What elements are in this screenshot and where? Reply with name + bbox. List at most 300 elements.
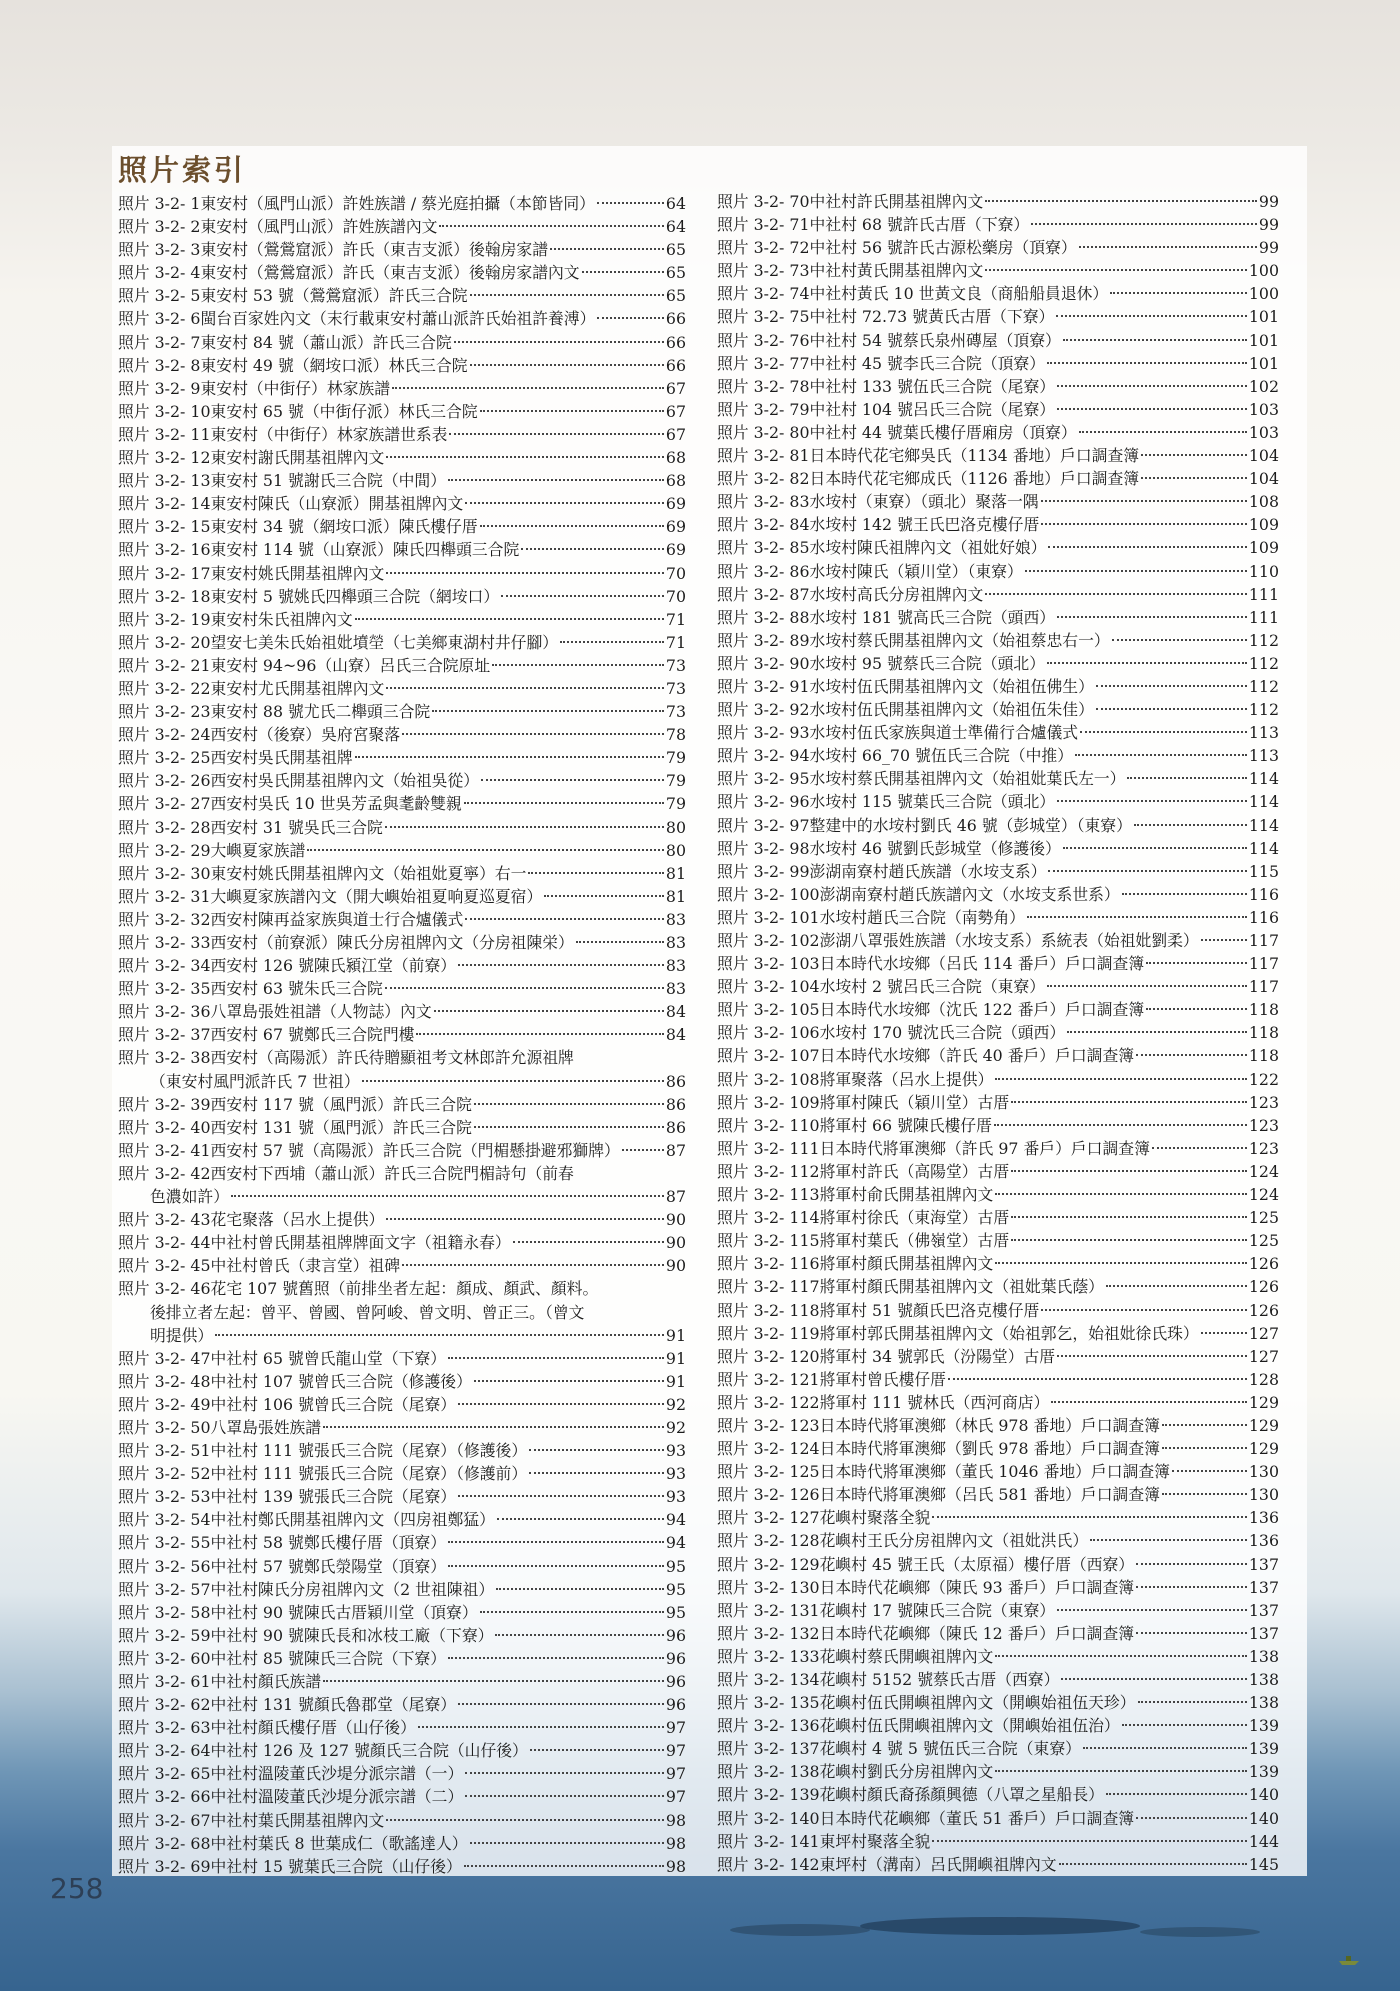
entry-title: 明提供） bbox=[150, 1325, 214, 1345]
dot-leader bbox=[465, 918, 664, 920]
entry-page-number: 71 bbox=[665, 609, 686, 629]
index-entry bbox=[118, 261, 686, 284]
dot-leader bbox=[1136, 1632, 1247, 1634]
dot-leader bbox=[474, 1380, 664, 1382]
index-entry bbox=[717, 883, 1279, 906]
dot-leader bbox=[1122, 1724, 1247, 1726]
index-entry bbox=[118, 977, 686, 1000]
entry-title: 東坪村聚落全貌 bbox=[819, 1831, 931, 1851]
entry-title: 東安村陳氏（山寮派）開基祖牌內文 bbox=[210, 494, 464, 514]
entry-page-number: 112 bbox=[1248, 676, 1279, 696]
dot-leader bbox=[495, 1634, 663, 1636]
boat-decoration bbox=[1338, 1955, 1360, 1965]
entry-title: （東安村風門派許氏 7 世祖） bbox=[150, 1071, 360, 1091]
entry-number: 照片 3-2- 120 bbox=[717, 1346, 820, 1366]
entry-number: 照片 3-2- 23 bbox=[118, 702, 211, 722]
dot-leader bbox=[432, 710, 664, 712]
entry-page-number: 64 bbox=[665, 194, 686, 213]
entry-title: 日本時代花嶼鄉（董氏 51 番戶）戶口調查簿 bbox=[819, 1808, 1135, 1828]
entry-page-number: 86 bbox=[665, 1071, 686, 1091]
dot-leader bbox=[1106, 1285, 1247, 1287]
entry-title: 西安村吳氏 10 世吳芳孟與耄齡雙親 bbox=[210, 794, 462, 814]
entry-title: 將軍村徐氏（東海堂）古厝 bbox=[819, 1208, 1010, 1228]
entry-title: 水垵村 142 號王氏巴洛克樓仔厝 bbox=[809, 515, 1040, 535]
index-entry bbox=[717, 1645, 1279, 1668]
entry-title: 後排立者左起：曾平、曾國、曾阿峻、曾文明、曾正三。（曾文 bbox=[150, 1302, 585, 1322]
entry-page-number: 137 bbox=[1248, 1600, 1279, 1620]
dot-leader bbox=[386, 1218, 664, 1220]
entry-title: 東安村 88 號尤氏二櫸頭三合院 bbox=[210, 702, 431, 722]
entry-number: 照片 3-2- 71 bbox=[717, 215, 810, 235]
entry-title: 中社村 111 號張氏三合院（尾寮）（修護前） bbox=[210, 1464, 528, 1484]
dot-leader bbox=[458, 1495, 664, 1497]
dot-leader bbox=[402, 1264, 664, 1266]
entry-page-number: 117 bbox=[1248, 977, 1279, 997]
entry-title: 中社村黃氏 10 世黃文良（商船船員退休） bbox=[809, 284, 1109, 304]
entry-page-number: 137 bbox=[1248, 1577, 1279, 1597]
index-entry bbox=[717, 1760, 1279, 1783]
entry-page-number: 80 bbox=[665, 817, 686, 837]
entry-title: 將軍村郭氏開基祖牌內文（始祖郭乞，始祖妣徐氏珠） bbox=[819, 1323, 1199, 1343]
entry-number: 照片 3-2- 82 bbox=[717, 469, 810, 489]
entry-page-number: 68 bbox=[665, 448, 686, 468]
entry-page-number: 73 bbox=[665, 702, 686, 722]
entry-number: 照片 3-2- 122 bbox=[717, 1392, 820, 1412]
dot-leader bbox=[323, 1680, 664, 1682]
entry-title: 花宅聚落（呂水上提供） bbox=[210, 1210, 385, 1230]
entry-number: 照片 3-2- 137 bbox=[717, 1739, 820, 1759]
index-entry bbox=[118, 1231, 686, 1254]
dot-leader bbox=[1136, 1817, 1247, 1819]
dot-leader bbox=[1138, 1701, 1247, 1703]
entry-page-number: 130 bbox=[1248, 1462, 1279, 1482]
entry-page-number: 71 bbox=[665, 632, 686, 652]
entry-title: 中社村鄭氏開基祖牌內文（四房祖鄭猛） bbox=[210, 1510, 495, 1530]
dot-leader bbox=[323, 1426, 664, 1428]
index-entry bbox=[717, 1299, 1279, 1322]
entry-page-number: 101 bbox=[1248, 353, 1279, 373]
index-entry bbox=[717, 213, 1279, 236]
entry-title: 水垵村伍氏開基祖牌內文（始祖伍佛生） bbox=[809, 676, 1094, 696]
entry-page-number: 128 bbox=[1248, 1369, 1279, 1389]
dot-leader bbox=[530, 1749, 664, 1751]
entry-number: 照片 3-2- 80 bbox=[717, 422, 810, 442]
entry-page-number: 97 bbox=[665, 1787, 686, 1807]
entry-title: 整建中的水垵村劉氏 46 號（彭城堂）（東寮） bbox=[809, 815, 1132, 835]
entry-number: 照片 3-2- 99 bbox=[717, 861, 810, 881]
entry-page-number: 73 bbox=[665, 678, 686, 698]
index-entry bbox=[717, 444, 1279, 467]
entry-number: 照片 3-2- 121 bbox=[717, 1369, 820, 1389]
dot-leader bbox=[392, 387, 664, 389]
entry-title: 西安村 126 號陳氏潁江堂（前寮） bbox=[210, 956, 457, 976]
page-title: 照片索引 bbox=[118, 153, 247, 187]
index-entry bbox=[118, 1046, 686, 1092]
entry-title: 中社村曾氏（隶言堂）祖碑 bbox=[210, 1256, 401, 1276]
entry-page-number: 86 bbox=[665, 1094, 686, 1114]
entry-number: 照片 3-2- 65 bbox=[118, 1764, 211, 1784]
entry-page-number: 83 bbox=[665, 933, 686, 952]
entry-number: 照片 3-2- 47 bbox=[118, 1348, 211, 1368]
index-entry bbox=[118, 1439, 686, 1462]
dot-leader bbox=[1057, 1355, 1247, 1357]
index-entry bbox=[717, 490, 1279, 513]
entry-page-number: 101 bbox=[1248, 307, 1279, 327]
entry-title: 日本時代水垵鄉（許氏 40 番戶）戶口調查簿 bbox=[819, 1046, 1135, 1066]
entry-number: 照片 3-2- 48 bbox=[118, 1371, 211, 1391]
entry-title: 東安村（風門山派）許姓族譜內文 bbox=[200, 217, 438, 237]
index-entry bbox=[118, 1370, 686, 1393]
entry-page-number: 124 bbox=[1248, 1185, 1279, 1205]
index-entry bbox=[118, 215, 686, 238]
dot-leader bbox=[994, 1124, 1247, 1126]
entry-page-number: 140 bbox=[1248, 1808, 1279, 1828]
entry-title: 花嶼村 4 號 5 號伍氏三合院（東寮） bbox=[819, 1739, 1081, 1759]
entry-page-number: 92 bbox=[665, 1417, 686, 1437]
entry-number: 照片 3-2- 27 bbox=[118, 794, 211, 814]
entry-page-number: 113 bbox=[1248, 746, 1279, 766]
entry-number: 照片 3-2- 78 bbox=[717, 376, 810, 396]
entry-number: 照片 3-2- 128 bbox=[717, 1531, 820, 1551]
dot-leader bbox=[385, 826, 664, 828]
dot-leader bbox=[597, 317, 663, 319]
entry-number: 照片 3-2- 2 bbox=[118, 217, 201, 237]
entry-number: 照片 3-2- 14 bbox=[118, 494, 211, 514]
entry-number: 照片 3-2- 83 bbox=[717, 492, 810, 512]
entry-page-number: 95 bbox=[665, 1579, 686, 1599]
entry-number: 照片 3-2- 88 bbox=[717, 607, 810, 627]
entry-page-number: 124 bbox=[1248, 1161, 1279, 1181]
entry-title: 日本時代花嶼鄉（陳氏 93 番戶）戶口調查簿 bbox=[819, 1577, 1135, 1597]
index-entry bbox=[717, 744, 1279, 767]
entry-page-number: 80 bbox=[665, 840, 686, 860]
index-entry bbox=[717, 560, 1279, 583]
entry-number: 照片 3-2- 130 bbox=[717, 1577, 820, 1597]
dot-leader bbox=[1162, 1493, 1247, 1495]
dot-leader bbox=[1106, 1793, 1247, 1795]
entry-number: 照片 3-2- 125 bbox=[717, 1462, 820, 1482]
entry-page-number: 116 bbox=[1248, 884, 1279, 904]
entry-page-number: 93 bbox=[665, 1464, 686, 1484]
dot-leader bbox=[464, 1865, 664, 1867]
index-entry bbox=[717, 1322, 1279, 1345]
dot-leader bbox=[622, 1149, 664, 1151]
dot-leader bbox=[1067, 1031, 1247, 1033]
dot-leader bbox=[458, 964, 664, 966]
entry-page-number: 98 bbox=[665, 1856, 686, 1876]
entry-title: 中社村 58 號鄭氏樓仔厝（頂寮） bbox=[210, 1533, 447, 1553]
entry-number: 照片 3-2- 3 bbox=[118, 240, 201, 260]
entry-page-number: 137 bbox=[1248, 1554, 1279, 1574]
index-entry bbox=[717, 652, 1279, 675]
entry-page-number: 99 bbox=[1258, 215, 1279, 235]
entry-number: 照片 3-2- 139 bbox=[717, 1785, 820, 1805]
entry-page-number: 100 bbox=[1248, 284, 1279, 304]
entry-title: 大嶼夏家族譜 bbox=[210, 840, 306, 860]
entry-number: 照片 3-2- 127 bbox=[717, 1508, 820, 1528]
entry-page-number: 125 bbox=[1248, 1208, 1279, 1228]
entry-page-number: 69 bbox=[665, 517, 686, 537]
entry-title: 將軍村 66 號陳氏樓仔厝 bbox=[819, 1115, 992, 1135]
entry-number: 照片 3-2- 142 bbox=[717, 1854, 820, 1874]
entry-number: 照片 3-2- 129 bbox=[717, 1554, 820, 1574]
dot-leader bbox=[1201, 1332, 1247, 1334]
entry-page-number: 98 bbox=[665, 1833, 686, 1853]
index-entry bbox=[717, 698, 1279, 721]
entry-number: 照片 3-2- 33 bbox=[118, 933, 211, 952]
dot-leader bbox=[1041, 1309, 1247, 1311]
entry-page-number: 94 bbox=[665, 1510, 686, 1530]
entry-number: 照片 3-2- 69 bbox=[118, 1856, 211, 1876]
entry-page-number: 87 bbox=[665, 1187, 686, 1207]
entry-page-number: 96 bbox=[665, 1625, 686, 1645]
entry-page-number: 100 bbox=[1248, 261, 1279, 281]
entry-title: 花嶼村蔡氏開嶼祖牌內文 bbox=[819, 1646, 994, 1666]
entry-page-number: 127 bbox=[1248, 1346, 1279, 1366]
entry-number: 照片 3-2- 58 bbox=[118, 1602, 211, 1622]
index-entry bbox=[118, 1855, 686, 1878]
index-entry bbox=[118, 354, 686, 377]
entry-number: 照片 3-2- 116 bbox=[717, 1254, 820, 1274]
entry-page-number: 112 bbox=[1248, 653, 1279, 673]
entry-page-number: 66 bbox=[665, 309, 686, 329]
index-entry bbox=[717, 1483, 1279, 1506]
entry-page-number: 129 bbox=[1248, 1415, 1279, 1435]
index-entry bbox=[118, 908, 686, 931]
dot-leader bbox=[1096, 708, 1247, 710]
dot-leader bbox=[1096, 685, 1247, 687]
entry-page-number: 96 bbox=[665, 1695, 686, 1715]
index-entry bbox=[717, 1691, 1279, 1714]
dot-leader bbox=[985, 200, 1257, 202]
entry-page-number: 104 bbox=[1248, 446, 1279, 466]
index-entry bbox=[717, 1830, 1279, 1853]
entry-title: 東安村（中街仔）林家族譜世系表 bbox=[210, 424, 448, 444]
entry-number: 照片 3-2- 107 bbox=[717, 1046, 820, 1066]
dot-leader bbox=[1031, 223, 1257, 225]
index-entry bbox=[717, 1091, 1279, 1114]
entry-number: 照片 3-2- 79 bbox=[717, 399, 810, 419]
index-entry bbox=[717, 606, 1279, 629]
dot-leader bbox=[454, 341, 664, 343]
index-entry bbox=[717, 1206, 1279, 1229]
entry-title: 水垵村 2 號呂氏三合院（東寮） bbox=[819, 977, 1046, 997]
entry-page-number: 126 bbox=[1248, 1300, 1279, 1320]
entry-title: 東安村尤氏開基祖牌內文 bbox=[210, 678, 385, 698]
entry-page-number: 126 bbox=[1248, 1254, 1279, 1274]
dot-leader bbox=[231, 1195, 664, 1197]
entry-number: 照片 3-2- 64 bbox=[118, 1741, 211, 1761]
dot-leader bbox=[1162, 1447, 1247, 1449]
entry-number: 照片 3-2- 70 bbox=[717, 192, 810, 211]
index-entry bbox=[118, 1624, 686, 1647]
index-entry bbox=[118, 723, 686, 746]
entry-title: 水垵村 181 號高氏三合院（頭西） bbox=[809, 607, 1056, 627]
entry-title: 中社村 85 號陳氏三合院（下寮） bbox=[210, 1648, 447, 1668]
entry-title: 西安村 57 號（高陽派）許氏三合院（門楣懸掛避邪獅牌） bbox=[210, 1140, 620, 1160]
entry-page-number: 108 bbox=[1248, 492, 1279, 512]
entry-title: 日本時代將軍澳鄉（劉氏 978 番地）戶口調查簿 bbox=[819, 1439, 1160, 1459]
index-entry bbox=[118, 1555, 686, 1578]
index-entry bbox=[118, 400, 686, 423]
entry-page-number: 130 bbox=[1248, 1485, 1279, 1505]
entry-title: 花嶼村 45 號王氏（太原福）樓仔厝（西寮） bbox=[819, 1554, 1135, 1574]
index-entry bbox=[118, 839, 686, 862]
index-entry bbox=[717, 1737, 1279, 1760]
entry-number: 照片 3-2- 52 bbox=[118, 1464, 211, 1484]
index-entry bbox=[717, 1807, 1279, 1830]
entry-number: 照片 3-2- 108 bbox=[717, 1069, 820, 1089]
entry-number: 照片 3-2- 28 bbox=[118, 817, 211, 837]
entry-page-number: 70 bbox=[665, 563, 686, 583]
index-entry bbox=[118, 515, 686, 538]
entry-page-number: 83 bbox=[665, 909, 686, 929]
entry-page-number: 66 bbox=[665, 332, 686, 352]
entry-page-number: 123 bbox=[1248, 1138, 1279, 1158]
entry-number: 照片 3-2- 10 bbox=[118, 401, 211, 421]
index-entry bbox=[118, 1601, 686, 1624]
entry-title: 花嶼村王氏分房祖牌內文（祖妣洪氏） bbox=[819, 1531, 1089, 1551]
entry-number: 照片 3-2- 38 bbox=[118, 1048, 211, 1068]
dot-leader bbox=[496, 1588, 664, 1590]
entry-title: 中社村許氏開基祖牌內文 bbox=[809, 192, 984, 211]
dot-leader bbox=[439, 225, 663, 227]
entry-title: 中社村曾氏開基祖牌牌面文字（祖籍永春） bbox=[210, 1233, 511, 1253]
entry-number: 照片 3-2- 101 bbox=[717, 907, 820, 927]
entry-title: 東安村（中街仔）林家族譜 bbox=[200, 378, 391, 398]
dot-leader bbox=[1083, 1747, 1247, 1749]
entry-page-number: 115 bbox=[1248, 861, 1279, 881]
index-entry bbox=[717, 1068, 1279, 1091]
entry-page-number: 69 bbox=[665, 540, 686, 560]
dot-leader bbox=[474, 1103, 664, 1105]
index-entry bbox=[717, 1345, 1279, 1368]
entry-page-number: 136 bbox=[1248, 1508, 1279, 1528]
entry-number: 照片 3-2- 85 bbox=[717, 538, 810, 558]
entry-page-number: 117 bbox=[1248, 931, 1279, 950]
entry-title: 中社村 45 號李氏三合院（頂寮） bbox=[809, 353, 1046, 373]
dot-leader bbox=[550, 248, 664, 250]
entry-number: 照片 3-2- 74 bbox=[717, 284, 810, 304]
entry-title: 日本時代花嶼鄉（陳氏 12 番戶）戶口調查簿 bbox=[819, 1623, 1135, 1643]
entry-number: 照片 3-2- 44 bbox=[118, 1233, 211, 1253]
entry-number: 照片 3-2- 36 bbox=[118, 1002, 211, 1022]
dot-leader bbox=[1079, 246, 1257, 248]
entry-page-number: 138 bbox=[1248, 1693, 1279, 1713]
entry-number: 照片 3-2- 76 bbox=[717, 330, 810, 350]
entry-page-number: 110 bbox=[1248, 561, 1279, 581]
entry-number: 照片 3-2- 110 bbox=[717, 1115, 820, 1135]
entry-title: 東安村朱氏祖牌內文 bbox=[210, 609, 353, 629]
entry-number: 照片 3-2- 12 bbox=[118, 448, 211, 468]
index-entry bbox=[118, 677, 686, 700]
dot-leader bbox=[529, 1472, 664, 1474]
entry-title: 望安七美朱氏始祖妣墳塋（七美鄉東湖村井仔腳） bbox=[210, 632, 559, 652]
entry-title: 西安村（後寮）吳府宮聚落 bbox=[210, 725, 401, 745]
entry-number: 照片 3-2- 73 bbox=[717, 261, 810, 281]
entry-page-number: 93 bbox=[665, 1441, 686, 1461]
index-entry bbox=[717, 1114, 1279, 1137]
index-entry bbox=[118, 423, 686, 446]
dot-leader bbox=[386, 1819, 664, 1821]
index-entry bbox=[717, 1506, 1279, 1529]
entry-page-number: 92 bbox=[665, 1394, 686, 1414]
entry-page-number: 139 bbox=[1248, 1739, 1279, 1759]
dot-leader bbox=[1172, 1470, 1247, 1472]
entry-title: 東安村 84 號（蕭山派）許氏三合院 bbox=[200, 332, 452, 352]
entry-title: 將軍聚落（呂水上提供） bbox=[819, 1069, 994, 1089]
index-entry bbox=[717, 721, 1279, 744]
dot-leader bbox=[985, 269, 1247, 271]
entry-number: 照片 3-2- 59 bbox=[118, 1625, 211, 1645]
entry-number: 照片 3-2- 7 bbox=[118, 332, 201, 352]
entry-page-number: 114 bbox=[1248, 838, 1279, 858]
entry-number: 照片 3-2- 113 bbox=[717, 1185, 820, 1205]
index-entry bbox=[118, 1578, 686, 1601]
entry-title: 將軍村許氏（高陽堂）古厝 bbox=[819, 1161, 1010, 1181]
entry-page-number: 67 bbox=[665, 401, 686, 421]
entry-page-number: 91 bbox=[665, 1348, 686, 1368]
index-entry bbox=[118, 562, 686, 585]
dot-leader bbox=[1063, 847, 1247, 849]
index-entry bbox=[118, 1416, 686, 1439]
dot-leader bbox=[1136, 1563, 1247, 1565]
dot-leader bbox=[465, 1772, 664, 1774]
entry-number: 照片 3-2- 119 bbox=[717, 1323, 820, 1343]
entry-number: 照片 3-2- 136 bbox=[717, 1716, 820, 1736]
index-entry bbox=[118, 954, 686, 977]
entry-page-number: 79 bbox=[665, 794, 686, 814]
entry-number: 照片 3-2- 135 bbox=[717, 1693, 820, 1713]
entry-number: 照片 3-2- 94 bbox=[717, 746, 810, 766]
entry-title: 中社村 90 號陳氏古厝穎川堂（頂寮） bbox=[210, 1602, 478, 1622]
dot-leader bbox=[448, 1357, 664, 1359]
entry-page-number: 65 bbox=[665, 240, 686, 260]
index-entry bbox=[118, 585, 686, 608]
entry-title: 中社村 104 號呂氏三合院（尾寮） bbox=[809, 399, 1056, 419]
index-entry bbox=[118, 1832, 686, 1855]
index-entry bbox=[118, 608, 686, 631]
dot-leader bbox=[1051, 1401, 1247, 1403]
dot-leader bbox=[1152, 1147, 1247, 1149]
dot-leader bbox=[480, 410, 664, 412]
entry-title: 水垵村蔡氏開基祖牌內文（始祖妣葉氏左一） bbox=[809, 769, 1126, 789]
index-entry bbox=[118, 1462, 686, 1485]
index-entry bbox=[118, 331, 686, 354]
entry-number: 照片 3-2- 6 bbox=[118, 309, 201, 329]
entry-number: 照片 3-2- 112 bbox=[717, 1161, 820, 1181]
index-entry bbox=[118, 1254, 686, 1277]
entry-number: 照片 3-2- 89 bbox=[717, 630, 810, 650]
entry-title: 大嶼夏家族譜內文（開大嶼始祖夏响夏巡夏宿） bbox=[210, 886, 543, 906]
entry-title: 水垵村伍氏家族與道士準備行合爐儀式 bbox=[809, 723, 1079, 743]
index-entry bbox=[717, 767, 1279, 790]
entry-title: 澎湖八罩張姓族譜（水垵支系）系統表（始祖妣劉柔） bbox=[819, 931, 1199, 950]
entry-title: 花嶼村顏氏裔孫顏興德（八罩之星船長） bbox=[819, 1785, 1104, 1805]
index-entry bbox=[717, 1553, 1279, 1576]
entry-page-number: 81 bbox=[665, 863, 686, 883]
entry-title: 中社村 126 及 127 號顏氏三合院（山仔後） bbox=[210, 1741, 528, 1761]
entry-page-number: 103 bbox=[1248, 399, 1279, 419]
entry-page-number: 99 bbox=[1258, 192, 1279, 211]
entry-number: 照片 3-2- 45 bbox=[118, 1256, 211, 1276]
entry-title: 日本時代將軍澳鄉（董氏 1046 番地）戶口調查簿 bbox=[819, 1462, 1170, 1482]
entry-title: 中社村顏氏樓仔厝（山仔後） bbox=[210, 1718, 416, 1738]
entry-title: 中社村溫陵董氏沙堤分派宗譜（一） bbox=[210, 1764, 464, 1784]
index-entry bbox=[118, 446, 686, 469]
index-entry bbox=[717, 975, 1279, 998]
entry-number: 照片 3-2- 98 bbox=[717, 838, 810, 858]
